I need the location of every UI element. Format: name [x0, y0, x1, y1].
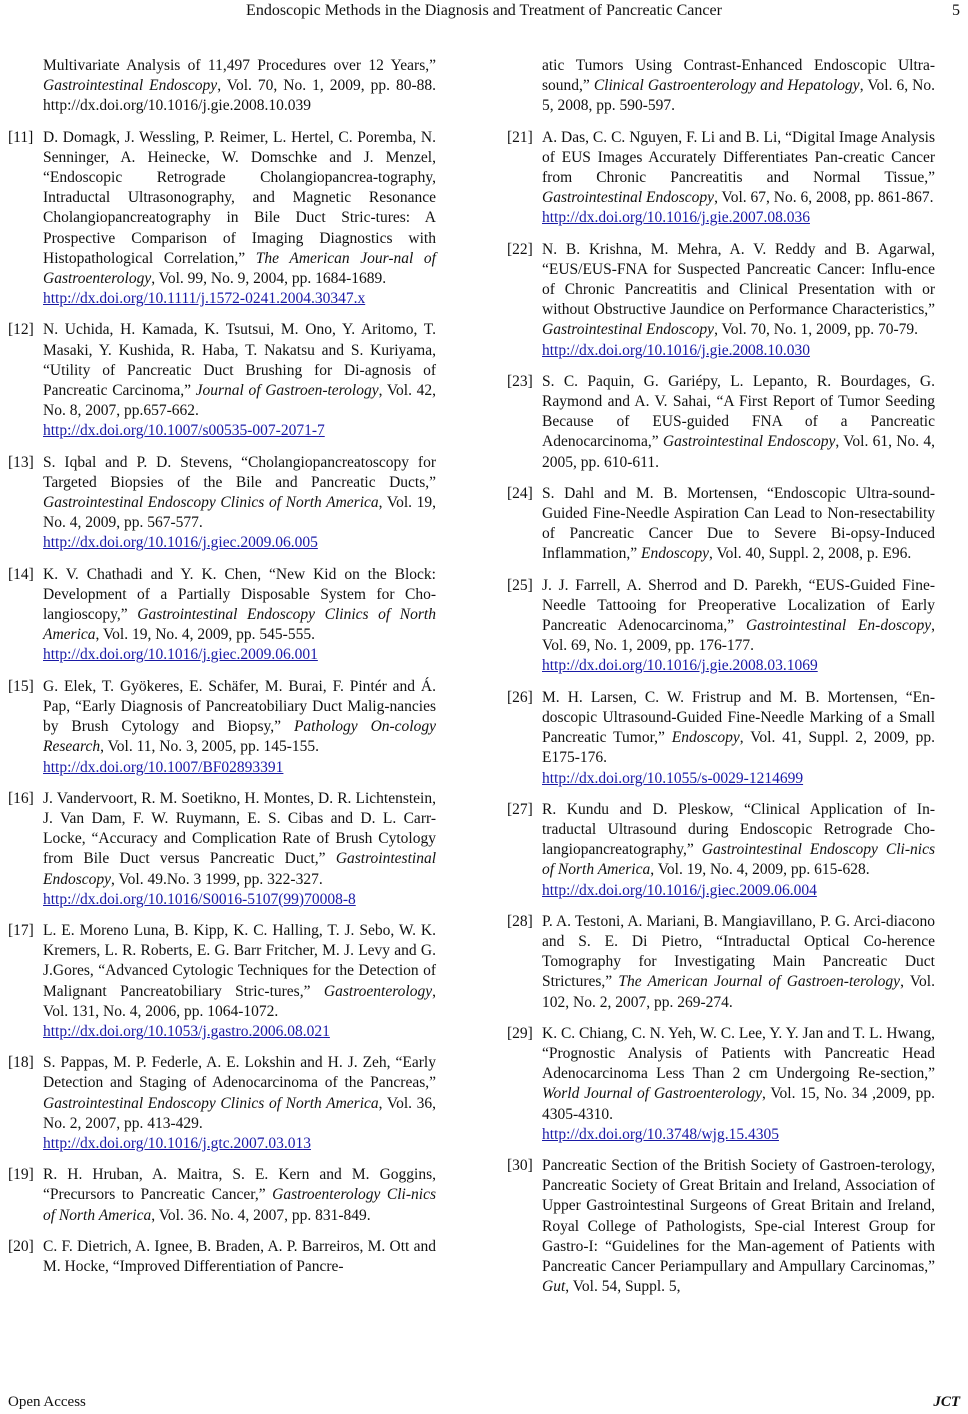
- reference-text: A. Das, C. C. Nguyen, F. Li and B. Li, “Digital Image Analysis of EUS Images Accurately Differentiates Pan-creatic Cancer from Chronic Pancreatitis and Normal Tissue,” Gastrointestinal Endoscopy, Vol. 67, No. 6, 2008, pp. 861-867. http://dx.doi.org/10.1016/j.gie.2007.08.036: [542, 128, 935, 227]
- reference-number: [12]: [8, 321, 34, 339]
- reference-number: [19]: [8, 1166, 34, 1184]
- journal-name: Gastrointestinal Endoscopy Cli-nics of North America: [542, 841, 935, 879]
- reference-number: [28]: [507, 912, 533, 930]
- reference-number: [14]: [8, 565, 34, 583]
- journal-name: Endoscopy: [671, 729, 740, 747]
- journal-name: Pathology On-cology Research: [43, 718, 436, 756]
- reference-number: [22]: [507, 240, 533, 258]
- reference-text: R. H. Hruban, A. Maitra, S. E. Kern and M. Goggins, “Precursors to Pancreatic Cancer,” Gastroenterology Cli-nics of North America, Vol. 36. No. 4, 2007, pp. 831-849.: [43, 1166, 436, 1224]
- reference-entry: [8, 128, 436, 310]
- page-footer: [0, 1392, 968, 1412]
- running-header: [0, 0, 968, 28]
- reference-entry: [8, 453, 436, 554]
- reference-entry: [8, 1237, 436, 1277]
- reference-number: [25]: [507, 576, 533, 594]
- reference-number: [17]: [8, 921, 34, 939]
- footer-open-access: Open Access: [8, 1394, 86, 1410]
- reference-number: [23]: [507, 372, 533, 390]
- reference-text: R. Kundu and D. Pleskow, “Clinical Application of In-traductal Ultrasound during Endoscopic Retrograde Cho-langiopancreatography,” Gastrointestinal Endoscopy Cli-nics of North America, Vol. 19, No. 4, 2009, pp. 615-628. http://dx.doi.org/10.1016/j.giec.2009.06.004: [542, 800, 935, 899]
- doi-link[interactable]: http://dx.doi.org/10.1007/BF02893391: [43, 758, 284, 776]
- reference-text: G. Elek, T. Gyökeres, E. Schäfer, M. Burai, F. Pintér and Á. Pap, “Early Diagnosis of Pancreatobiliary Duct Malig-nancies by Brush Cytology and Biopsy,” Pathology On-cology Research, Vol. 11, No. 3, 2005, pp. 145-155. http://dx.doi.org/10.1007/BF02893391: [43, 677, 436, 776]
- right-column: [507, 56, 935, 1308]
- reference-number: [15]: [8, 677, 34, 695]
- journal-name: Gastrointestinal Endoscopy Clinics of North America: [43, 606, 436, 644]
- reference-entry: [507, 240, 935, 361]
- reference-number: [26]: [507, 688, 533, 706]
- reference-text: K. C. Chiang, C. N. Yeh, W. C. Lee, Y. Y. Jan and T. L. Hwang, “Prognostic Analysis of Patients with Pancreatic Head Adenocarcinoma Less Than 2 cm Undergoing Re-section,” World Journal of Gastroenterology, Vol. 15, No. 34 ,2009, pp. 4305-4310. http://dx.doi.org/10.3748/wjg.15.4305: [542, 1024, 935, 1143]
- journal-name: Gastrointestinal En-doscopy: [745, 617, 932, 635]
- reference-text: S. Iqbal and P. D. Stevens, “Cholangiopancreatoscopy for Targeted Biopsies of the Bile and Pancreatic Ducts,” Gastrointestinal Endoscopy Clinics of North America, Vol. 19, No. 4, 2009, pp. 567-577. http://dx.doi.org/10.1016/j.giec.2009.06.005: [43, 453, 436, 552]
- reference-entry: [507, 1024, 935, 1145]
- page-number: 5: [952, 2, 960, 19]
- journal-name: Gastrointestinal Endoscopy: [542, 189, 715, 207]
- reference-text: L. E. Moreno Luna, B. Kipp, K. C. Halling, T. J. Sebo, W. K. Kremers, L. R. Roberts, E. G. Barr Fritcher, M. J. Levy and G. J.Gores, “Advanced Cytologic Techniques for the Detection of Malignant Pancreatobiliary Stric-tures,” Gastroenterology, Vol. 131, No. 4, 2006, pp. 1064-1072. http://dx.doi.org/10.1053/j.gastro.2006.08.021: [43, 921, 436, 1040]
- reference-text: C. F. Dietrich, A. Ignee, B. Braden, A. P. Barreiros, M. Ott and M. Hocke, “Improved Differentiation of Pancre-: [43, 1237, 436, 1275]
- reference-text: P. A. Testoni, A. Mariani, B. Mangiavillano, P. G. Arci-diacono and S. E. Di Pietro, “Intraductal Optical Co-herence Tomography for Investigating Main Pancreatic Duct Strictures,” The American Journal of Gastroen-terology, Vol. 102, No. 2, 2007, pp. 269-274.: [542, 912, 935, 1011]
- journal-name: The American Jour-nal of Gastroenterology: [43, 249, 436, 288]
- reference-entry: [507, 800, 935, 901]
- continued-reference: atic Tumors Using Contrast-Enhanced Endoscopic Ultra-sound,” Clinical Gastroenterology and Hepatology, Vol. 6, No. 5, 2008, pp. 590-597.: [542, 57, 935, 115]
- reference-entry: [507, 688, 935, 789]
- reference-text: J. Vandervoort, R. M. Soetikno, H. Montes, D. R. Lichtenstein, J. Van Dam, F. W. Ruymann, E. S. Cibas and D. L. Carr-Locke, “Accuracy and Complication Rate of Brush Cytology from Bile Duct versus Pancreatic Duct,” Gastrointestinal Endoscopy, Vol. 49.No. 3 1999, pp. 322-327. http://dx.doi.org/10.1016/S0016-5107(99)70008-8: [43, 789, 436, 908]
- journal-name: Gastrointestinal Endoscopy: [542, 321, 715, 339]
- journal-name: Gastroenterology Cli-nics of North America: [43, 1186, 436, 1224]
- doi-link[interactable]: http://dx.doi.org/10.1016/j.gie.2007.08.036: [542, 209, 810, 227]
- doi-link[interactable]: http://dx.doi.org/10.1016/j.gtc.2007.03.013: [43, 1134, 311, 1152]
- journal-name: Gastrointestinal Endoscopy Clinics of North America: [43, 1094, 379, 1112]
- reference-number: [21]: [507, 128, 533, 146]
- reference-entry: [507, 372, 935, 473]
- journal-name: Gastrointestinal Endoscopy Clinics of North America: [43, 494, 379, 512]
- reference-entry: [8, 1053, 436, 1154]
- journal-name: Journal of Gastroen-terology: [195, 382, 379, 400]
- doi-link[interactable]: http://dx.doi.org/10.1016/j.gie.2008.03.1069: [542, 657, 818, 675]
- reference-entry: [507, 912, 935, 1013]
- reference-number: [13]: [8, 453, 34, 471]
- reference-text: N. Uchida, H. Kamada, K. Tsutsui, M. Ono, Y. Aritomo, T. Masaki, Y. Kushida, R. Haba, T. Nakatsu and S. Kuriyama, “Utility of Pancreatic Duct Brushing for Di-agnosis of Pancreatic Carcinoma,” Journal of Gastroen-terology, Vol. 42, No. 8, 2007, pp.657-662. http://dx.doi.org/10.1007/s00535-007-2071-7: [43, 321, 436, 440]
- doi-link[interactable]: http://dx.doi.org/10.3748/wjg.15.4305: [542, 1125, 779, 1143]
- running-title: Endoscopic Methods in the Diagnosis and Treatment of Pancreatic Cancer: [246, 2, 722, 19]
- reference-text: N. B. Krishna, M. Mehra, A. V. Reddy and B. Agarwal, “EUS/EUS-FNA for Suspected Pancreatic Cancer: Influ-ence of Chronic Pancreatitis and Clinical Presentation with or without Obstructive Jaundice on Performance Characteristics,” Gastrointestinal Endoscopy, Vol. 70, No. 1, 2009, pp. 70-79. http://dx.doi.org/10.1016/j.gie.2008.10.030: [542, 240, 935, 359]
- doi-link[interactable]: http://dx.doi.org/10.1016/j.gie.2008.10.030: [542, 341, 810, 359]
- journal-name: Gut: [542, 1278, 566, 1296]
- journal-name: The American Journal of Gastroen-terology: [618, 973, 901, 991]
- journal-name: Endoscopy: [641, 545, 710, 563]
- reference-number: [29]: [507, 1024, 533, 1042]
- journal-name: Gastrointestinal Endoscopy: [662, 433, 836, 451]
- reference-number: [27]: [507, 800, 533, 818]
- reference-number: [24]: [507, 484, 533, 502]
- journal-name: Gastrointestinal Endoscopy: [43, 850, 436, 888]
- reference-entry: [8, 320, 436, 441]
- doi-link[interactable]: http://dx.doi.org/10.1111/j.1572-0241.2004.30347.x: [43, 290, 366, 308]
- reference-entry: [8, 565, 436, 666]
- reference-number: [18]: [8, 1054, 34, 1072]
- reference-entry: [507, 1156, 935, 1297]
- doi-link[interactable]: http://dx.doi.org/10.1053/j.gastro.2006.08.021: [43, 1022, 330, 1040]
- reference-entry: [8, 677, 436, 778]
- reference-text: S. C. Paquin, G. Gariépy, L. Lepanto, R. Bourdages, G. Raymond and A. V. Sahai, “A First Report of Tumor Seeding Because of EUS-guided FNA of a Pancreatic Adenocarcinoma,” Gastrointestinal Endoscopy, Vol. 61, No. 4, 2005, pp. 610-611.: [542, 372, 935, 471]
- doi-link[interactable]: http://dx.doi.org/10.1055/s-0029-1214699: [542, 769, 804, 787]
- doi-link[interactable]: http://dx.doi.org/10.1016/j.giec.2009.06.005: [43, 534, 318, 552]
- footer-journal-abbrev: JCT: [933, 1394, 960, 1410]
- reference-text: Pancreatic Section of the British Society of Gastroen-terology, Pancreatic Society of Great Britain and Ireland, Association of Upper Gastrointestinal Surgeons of Great Britain and Ireland, Royal College of Pathologists, Spe-cial Interest Group for Gastro-I: “Guidelines for the Man-agement of Patients with Pancreatic Cancer Periampullary and Ampullary Carcinomas,” Gut, Vol. 54, Suppl. 5,: [542, 1156, 935, 1296]
- reference-number: [20]: [8, 1237, 34, 1255]
- doi-link[interactable]: http://dx.doi.org/10.1016/j.giec.2009.06.004: [542, 881, 817, 899]
- reference-entry: [8, 789, 436, 910]
- journal-name: Gastroenterology: [323, 982, 433, 1000]
- reference-text: J. J. Farrell, A. Sherrod and D. Parekh, “EUS-Guided Fine-Needle Tattooing for Preoperative Localization of Early Pancreatic Adenocarcinoma,” Gastrointestinal En-doscopy, Vol. 69, No. 1, 2009, pp. 176-177. http://dx.doi.org/10.1016/j.gie.2008.03.1069: [542, 576, 935, 675]
- reference-entry: [507, 484, 935, 565]
- reference-entry: [8, 1165, 436, 1226]
- reference-number: [11]: [8, 128, 34, 146]
- reference-text: D. Domagk, J. Wessling, P. Reimer, L. Hertel, C. Poremba, N. Senninger, A. Heinecke, W. Domschke and J. Menzel, “Endoscopic Retrograde Cholangiopancrea-tography, Intraductal Ultrasonography, and Magnetic Resonance Cholangiopancreatography in Bile Duct Stric-tures: A Prospective Comparison of Imaging Diagnostics with Histopathological Correlation,” The American Jour-nal of Gastroenterology, Vol. 99, No. 9, 2004, pp. 1684-1689. http://dx.doi.org/10.1111/j.1572-0241.2004.30347.x: [43, 128, 436, 308]
- reference-number: [16]: [8, 789, 34, 807]
- reference-entry: [507, 576, 935, 677]
- doi-link[interactable]: http://dx.doi.org/10.1007/s00535-007-2071-7: [43, 422, 325, 440]
- reference-text: M. H. Larsen, C. W. Fristrup and M. B. Mortensen, “En-doscopic Ultrasound-Guided Fine-Needle Marking of a Small Pancreatic Tumor,” Endoscopy, Vol. 41, Suppl. 2, 2009, pp. E175-176. http://dx.doi.org/10.1055/s-0029-1214699: [542, 688, 935, 787]
- reference-text: S. Dahl and M. B. Mortensen, “Endoscopic Ultra-sound-Guided Fine-Needle Aspiration Can Lead to Non-resectability of Pancreatic Cancer Due to Severe Bi-opsy-Induced Inflammation,” Endoscopy, Vol. 40, Suppl. 2, 2008, p. E96.: [542, 484, 935, 563]
- doi-link[interactable]: http://dx.doi.org/10.1016/j.giec.2009.06.001: [43, 646, 318, 664]
- doi-link[interactable]: http://dx.doi.org/10.1016/S0016-5107(99)70008-8: [43, 890, 356, 908]
- continued-reference: Multivariate Analysis of 11,497 Procedures over 12 Years,” Gastrointestinal Endoscopy, Vol. 70, No. 1, 2009, pp. 80-88. http://dx.doi.org/10.1016/j.gie.2008.10.039: [43, 57, 437, 115]
- reference-text: K. V. Chathadi and Y. K. Chen, “New Kid on the Block: Development of a Partially Disposable System for Cho-langioscopy,” Gastrointestinal Endoscopy Clinics of North America, Vol. 19, No. 4, 2009, pp. 545-555. http://dx.doi.org/10.1016/j.giec.2009.06.001: [43, 565, 436, 664]
- reference-number: [30]: [507, 1156, 533, 1174]
- journal-name: World Journal of Gastroenterology: [542, 1085, 763, 1103]
- reference-text: S. Pappas, M. P. Federle, A. E. Lokshin and H. J. Zeh, “Early Detection and Staging of Adenocarcinoma of the Pancreas,” Gastrointestinal Endoscopy Clinics of North America, Vol. 36, No. 2, 2007, pp. 413-429. http://dx.doi.org/10.1016/j.gtc.2007.03.013: [43, 1054, 436, 1152]
- reference-entry: [8, 921, 436, 1042]
- left-column: [8, 56, 436, 1288]
- reference-entry: [507, 128, 935, 229]
- doi-link[interactable]: http://dx.doi.org/10.1016/j.gie.2008.10.039: [43, 97, 311, 115]
